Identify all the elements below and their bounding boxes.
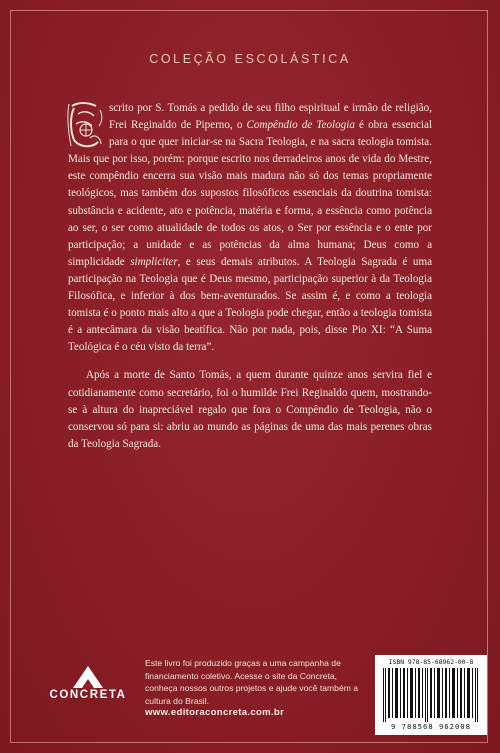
crowdfunding-note: Este livro foi produzido graças a uma campanha de financiamento coletivo. Acesse o site da Concreta, conheça nossos outros projetos e ajude você também a cultura do Brasil. (145, 658, 359, 706)
synopsis-text (68, 100, 432, 453)
paragraph-1-book-title: Compêndio de Teologia (246, 119, 355, 132)
isbn-barcode (375, 655, 487, 735)
synopsis-paragraph-2: Após a morte de Santo Tomás, a quem durante quinze anos servira fiel e cotidianamente como secretário, foi o humilde Frei Reginaldo quem, mostrando-se à altura do inapreciável regalo que fora o Compêndio de Teologia, não o conservou só para si: abriu ao mundo as páginas de uma das mais perenes obras da Teologia Sagrada. (68, 369, 432, 450)
publisher-name: CONCRETA (49, 689, 127, 701)
barcode-bars (381, 668, 481, 722)
ornamental-dropcap-icon (66, 100, 104, 150)
paragraph-1-text-a: scrito por S. Tomás a pedido de seu filho espiritual e irmão de religião, Frei Reginaldo de Piperno, o (109, 102, 432, 132)
paragraph-1-italic-term: simpliciter (130, 255, 178, 268)
paragraph-1-text-b: é obra essencial para o que quer iniciar-se na Sacra Teologia, e na sacra teologia tomista. Mais que por isso, porém: porque escrito nos derradeiros anos de vida do Mestre, este compêndio encerra sua visão mais madura não só dos temas propriamente teológicos, mas também dos supostos filosóficos essenciais da doutrina tomista: substância e acidente, ato e potência, matéria e forma, a essência como potência ao ser, o ser como atualidade de todos os atos, o Ser por essência e o ente por participação; a unidade e as potências da alma humana; Deus como a simplicidade (68, 119, 432, 268)
publisher-website-link[interactable]: www.editoraconcreta.com.br (145, 707, 285, 718)
collection-title: COLEÇÃO ESCOLÁSTICA (149, 52, 351, 66)
mountain-icon (46, 660, 130, 690)
isbn-label: ISBN 978-85-68962-00-8 (388, 658, 474, 666)
barcode-number: 9 788568 962008 (391, 722, 471, 731)
paragraph-1-text-c: , e seus demais atributos. A Teologia Sagrada é uma participação na Teologia que é Deus mesmo, participação superior à da Teologia Filosófica, e inferior à dos bem-aventurados. Se assim é, e como a teologia tomista é o ponto mais alto a que a Teologia pode chegar, então a teologia tomista é a antecâmara da visão beatífica. Não por nada, pois, disse Pio XI: “A Suma Teológica é o céu visto da terra”. (68, 255, 433, 354)
synopsis-paragraph-1 (68, 100, 432, 356)
